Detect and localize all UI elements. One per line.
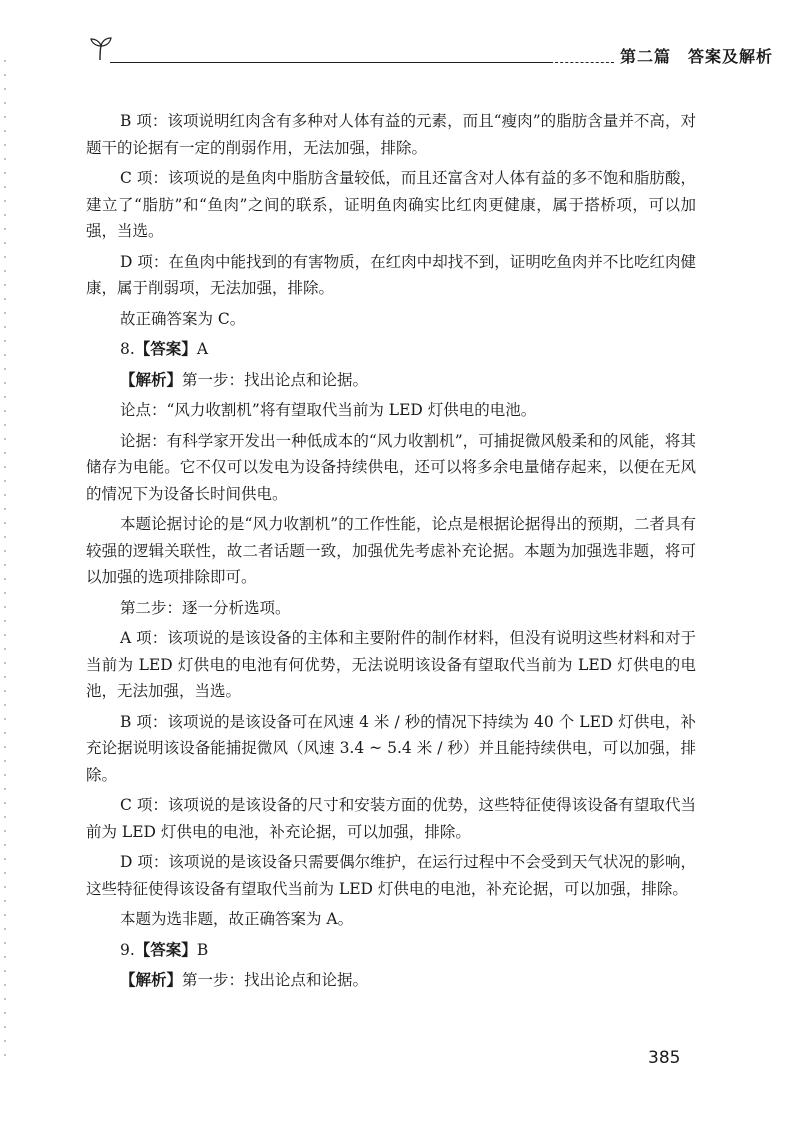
question-number: 9. bbox=[120, 940, 135, 959]
paragraph bbox=[86, 249, 696, 302]
paragraph-text: C 项：该项说的是该设备的尺寸和安装方面的优势，这些特征使得该设备有望取代当前为 LED 灯供电的电池，补充论据，可以加强，排除。 bbox=[86, 796, 696, 841]
paragraph-text: 本题为选非题，故正确答案为 A。 bbox=[120, 910, 354, 928]
paragraph-text: 论据：有科学家开发出一种低成本的“风力收割机”，可捕捉微风般柔和的风能，将其储存为电能。它不仅可以发电为设备持续供电，还可以将多余电量储存起来，以便在无风的情况下为设备长时间供电。 bbox=[86, 431, 696, 503]
answer-value: A bbox=[196, 340, 209, 358]
paragraph bbox=[86, 108, 696, 161]
paragraph bbox=[86, 306, 696, 333]
paragraph bbox=[86, 849, 696, 902]
answer-content bbox=[86, 108, 696, 994]
paragraph bbox=[86, 511, 696, 591]
analysis-label: 【解析】 bbox=[120, 970, 183, 989]
paragraph-text: 第一步：找出论点和论据。 bbox=[182, 370, 369, 389]
answer-label: 【答案】 bbox=[134, 939, 197, 959]
paragraph bbox=[86, 906, 696, 933]
analysis-heading bbox=[86, 367, 696, 394]
paragraph bbox=[86, 165, 696, 245]
answer-heading bbox=[86, 937, 696, 964]
paragraph bbox=[86, 428, 696, 508]
header-rule-dashed bbox=[550, 62, 614, 63]
page-number: 385 bbox=[648, 1048, 681, 1068]
page-header bbox=[88, 34, 774, 70]
paragraph-text: 论点：“风力收割机”将有望取代当前为 LED 灯供电的电池。 bbox=[120, 401, 537, 419]
question-number: 8. bbox=[120, 340, 135, 358]
paragraph bbox=[86, 625, 696, 705]
answer-label: 【答案】 bbox=[134, 339, 197, 358]
header-rule bbox=[110, 62, 550, 63]
answer-heading bbox=[86, 336, 696, 363]
paragraph-text: B 项：该项说明红肉含有多种对人体有益的元素，而且“瘦肉”的脂肪含量并不高，对题干的论据有一定的削弱作用，无法加强，排除。 bbox=[86, 112, 696, 157]
paragraph-text: D 项：该项说的是该设备只需要偶尔维护，在运行过程中不会受到天气状况的影响，这些特征使得该设备有望取代当前为 LED 灯供电的电池，补充论据，可以加强，排除。 bbox=[86, 853, 696, 898]
analysis-heading bbox=[86, 967, 696, 994]
scan-margin-artifact bbox=[4, 60, 6, 1060]
paragraph-text: A 项：该项说的是该设备的主体和主要附件的制作材料，但没有说明这些材料和对于当前为 LED 灯供电的电池有何优势，无法说明该设备有望取代当前为 LED 灯供电的电池，无法加强，当选。 bbox=[86, 629, 696, 700]
paragraph-text: 故正确答案为 C。 bbox=[120, 309, 246, 328]
sprout-icon bbox=[88, 34, 118, 64]
analysis-label: 【解析】 bbox=[120, 369, 183, 389]
paragraph bbox=[86, 792, 696, 845]
section-title: 第二篇 答案及解析 bbox=[620, 47, 774, 66]
paragraph-text: 本题论据讨论的是“风力收割机”的工作性能，论点是根据论据得出的预期，二者具有较强的逻辑关联性，故二者话题一致，加强优先考虑补充论据。本题为加强选非题，将可以加强的选项排除即可。 bbox=[86, 515, 696, 586]
paragraph bbox=[86, 397, 696, 424]
paragraph-text: D 项：在鱼肉中能找到的有害物质，在红肉中却找不到，证明吃鱼肉并不比吃红肉健康，属于削弱项，无法加强，排除。 bbox=[86, 252, 696, 297]
paragraph-text: C 项：该项说的是鱼肉中脂肪含量较低，而且还富含对人体有益的多不饱和脂肪酸，建立了“脂肪”和“鱼肉”之间的联系，证明鱼肉确实比红肉更健康，属于搭桥项，可以加强，当选。 bbox=[86, 169, 696, 240]
paragraph bbox=[86, 709, 696, 789]
paragraph-text: 第一步：找出论点和论据。 bbox=[182, 971, 369, 989]
answer-value: B bbox=[196, 940, 209, 959]
paragraph bbox=[86, 595, 696, 622]
paragraph-text: 第二步：逐一分析选项。 bbox=[120, 598, 291, 617]
paragraph-text: B 项：该项说的是该设备可在风速 4 米 / 秒的情况下持续为 40 个 LED 灯供电，补充论据说明该设备能捕捉微风（风速 3.4 ~ 5.4 米 / 秒）并且能持续供电，可以加强，排除。 bbox=[86, 712, 696, 784]
